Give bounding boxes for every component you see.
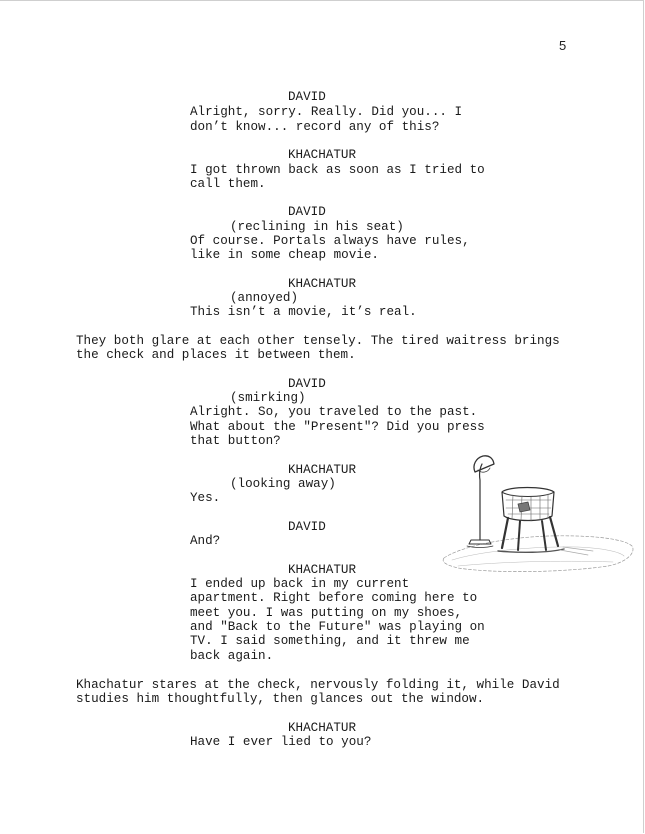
parenthetical: (looking away) bbox=[230, 477, 336, 491]
parenthetical: (annoyed) bbox=[230, 291, 299, 305]
dialogue-line: Alright. So, you traveled to the past. bbox=[190, 405, 478, 419]
action-line: the check and places it between them. bbox=[76, 348, 356, 362]
dialogue-line: Of course. Portals always have rules, bbox=[190, 234, 470, 248]
character-name: KHACHATUR bbox=[288, 721, 357, 735]
dialogue-line: call them. bbox=[190, 177, 266, 191]
dialogue-line: I got thrown back as soon as I tried to bbox=[190, 163, 485, 177]
dialogue-line: that button? bbox=[190, 434, 281, 448]
character-name: KHACHATUR bbox=[288, 463, 357, 477]
dialogue-line: I ended up back in my current bbox=[190, 577, 410, 591]
dialogue-line: And? bbox=[190, 534, 221, 548]
character-name: DAVID bbox=[288, 90, 326, 104]
action-line: Khachatur stares at the check, nervously folding it, while David bbox=[76, 678, 560, 692]
character-name: KHACHATUR bbox=[288, 148, 357, 162]
dialogue-line: back again. bbox=[190, 649, 274, 663]
dialogue-line: meet you. I was putting on my shoes, bbox=[190, 606, 463, 620]
character-name: DAVID bbox=[288, 205, 326, 219]
character-name: DAVID bbox=[288, 377, 326, 391]
dialogue-line: This isn’t a movie, it’s real. bbox=[190, 305, 417, 319]
parenthetical: (reclining in his seat) bbox=[230, 220, 404, 234]
parenthetical: (smirking) bbox=[230, 391, 306, 405]
action-line: studies him thoughtfully, then glances out the window. bbox=[76, 692, 485, 706]
lamp-stool-sketch bbox=[438, 452, 638, 578]
dialogue-line: apartment. Right before coming here to bbox=[190, 591, 478, 605]
dialogue-line: don’t know... record any of this? bbox=[190, 120, 440, 134]
dialogue-line: and "Back to the Future" was playing on bbox=[190, 620, 485, 634]
dialogue-line: like in some cheap movie. bbox=[190, 248, 379, 262]
dialogue-line: What about the "Present"? Did you press bbox=[190, 420, 485, 434]
character-name: KHACHATUR bbox=[288, 277, 357, 291]
dialogue-line: Have I ever lied to you? bbox=[190, 735, 372, 749]
dialogue-line: TV. I said something, and it threw me bbox=[190, 634, 470, 648]
action-line: They both glare at each other tensely. The tired waitress brings bbox=[76, 334, 560, 348]
dialogue-line: Alright, sorry. Really. Did you... I bbox=[190, 105, 463, 119]
dialogue-line: Yes. bbox=[190, 491, 221, 505]
character-name: DAVID bbox=[288, 520, 326, 534]
page-number: 5 bbox=[559, 38, 567, 53]
character-name: KHACHATUR bbox=[288, 563, 357, 577]
